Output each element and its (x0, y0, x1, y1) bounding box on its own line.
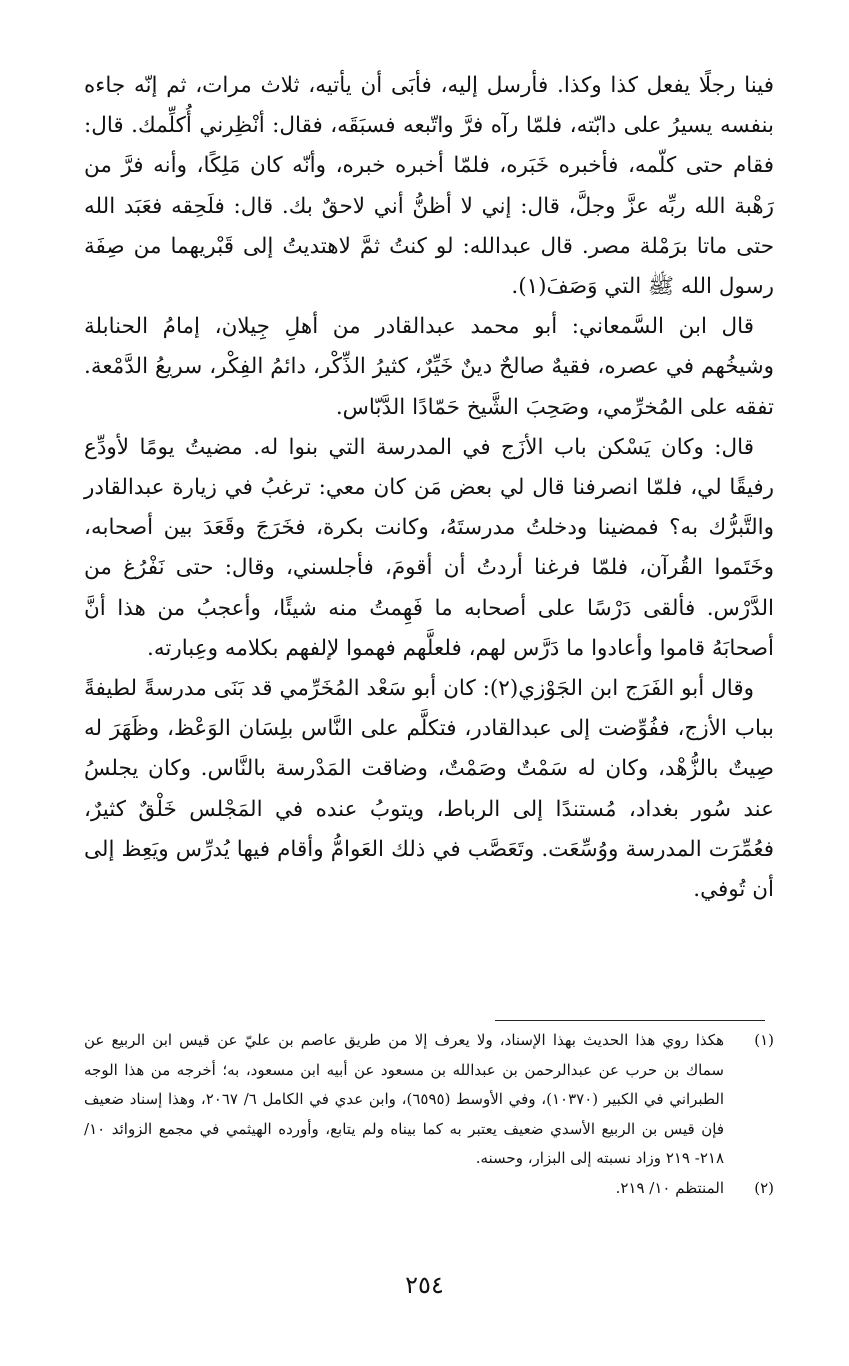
footnote (84, 1174, 774, 1204)
footnotes (84, 1026, 774, 1203)
footnote-number: (٢) (754, 1178, 774, 1197)
paragraph: قال: وكان يَسْكن باب الأزَج في المدرسة التي بنوا له. مضيتُ يومًا لأودِّع رفيقًا لي، فلمّا انصرفنا قال لي بعض مَن كان معي: ترغبُ في زيارة عبدالقادر والتَّبرُّك به؟ فمضينا ودخلتُ مدرستَهُ، وكانت بكرة، فخَرَجَ وقَعَدَ بين أصحابه، وخَتَموا القُرآن، فلمّا فرغنا أردتُ أن أقومَ، فأجلسني، وقال: حتى نَفْرُغ من الدَّرْس. فألقى دَرْسًا على أصحابه ما فَهِمتُ منه شيئًا، وأعجبُ من هذا أنَّ أصحابَهُ قاموا وأعادوا ما دَرَّس لهم، فلعلَّهم فهموا لإلفهم بكلامه وعِبارته. (84, 434, 774, 661)
paragraph: قال ابن السَّمعاني: أبو محمد عبدالقادر من أهلِ جِيلان، إمامُ الحنابلة وشيخُهم في عصره، فقيهٌ صالحٌ دينٌ خَيِّرٌ، كثيرُ الذِّكْر، دائمُ الفِكْر، سريعُ الدَّمْعة. تفقه على المُخرِّمي، وصَحِبَ الشَّيخ حَمّادًا الدَّبّاس. (84, 314, 774, 420)
footnote-text: هكذا روي هذا الحديث بهذا الإسناد، ولا يعرف إلا من طريق عاصم بن عليّ عن قيس ابن الربيع عن سماك بن حرب عن عبدالرحمن بن عبدالله بن مسعود عن أبيه ابن مسعود، به؛ أخرجه من هذا الوجه الطبراني في الكبير (١٠٣٧٠)، وفي الأوسط (٦٥٩٥)، وابن عدي في الكامل ٦/ ٢٠٦٧، وهذا إسناد ضعيف فإن قيس بن الربيع الأسدي ضعيف يعتبر به كما بيناه ولم يتابع، وأورده الهيثمي في مجمع الزوائد ١٠/ ٢١٨- ٢١٩ وزاد نسبته إلى البزار، وحسنه. (84, 1031, 725, 1167)
main-text (84, 66, 774, 910)
footnote-number: (١) (754, 1031, 774, 1049)
paragraph: وقال أبو الفَرَج ابن الجَوْزي(٢): كان أبو سَعْد المُخَرِّمي قد بَنَى مدرسةً لطيفةً بباب الأزج، ففُوِّضت إلى عبدالقادر، فتكلَّم على النَّاس بلِسَان الوَعْظ، وظَهَرَ له صِيتٌ بالزُّهْد، وكان له سَمْتٌ وصَمْتٌ، وضاقت المَدْرسة بالنَّاس. وكان يجلسُ عند سُور بغداد، مُستندًا إلى الرباط، ويتوبُ عنده في المَجْلس خَلْقٌ كثيرٌ، فعُمِّرَت المدرسة ووُسِّعَت. وتَعَصَّب في ذلك العَوامُّ وأقام فيها يُدرِّس ويَعِظ إلى أن تُوفي. (84, 676, 774, 903)
footnote-text: المنتظم ١٠/ ٢١٩. (615, 1178, 724, 1197)
page-number: ٢٥٤ (405, 1271, 444, 1299)
footnote (84, 1026, 774, 1174)
paragraph: فينا رجلًا يفعل كذا وكذا. فأرسل إليه، فأبَى أن يأتيه، ثلاث مرات، ثم إنّه جاءه بنفسه يسيرُ على دابّته، فلمّا رآه فرَّ واتّبعه فسبَقَه، فقال: أنْظِرني أُكلِّمك. قال: فقام حتى كلّمه، فأخبره خَبَره، فلمّا أخبره خبره، وأنّه كان مَلِكًا، وأنه فرَّ من رَهْبة الله ربِّه عزَّ وجلَّ، قال: إني لا أظنُّ أني لاحقٌ بك. قال: فلَحِقه فعَبَد الله حتى ماتا برَمْلة مصر. قال عبدالله: لو كنتُ ثمَّ لاهتديتُ إلى قَبْريهما من صِفَة رسول الله ﷺ التي وَصَفَ(١). (84, 73, 774, 300)
footnote-separator (495, 1020, 765, 1021)
